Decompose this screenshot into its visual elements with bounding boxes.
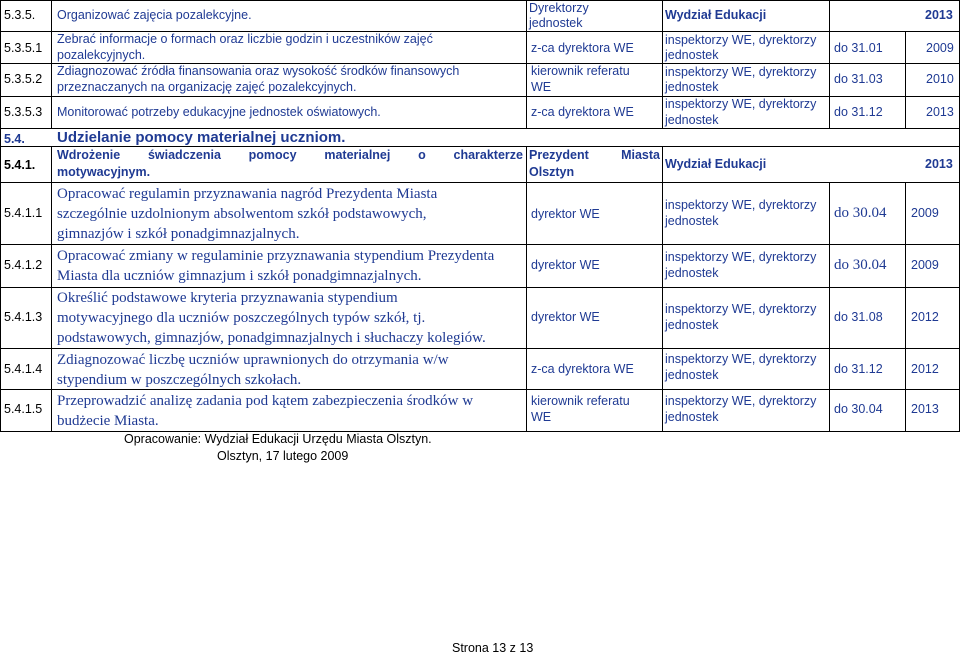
row-number: 5.4.1.5 — [4, 402, 43, 416]
partners-line: inspektorzy WE, dyrektorzy — [665, 33, 817, 47]
partners-line: inspektorzy WE, dyrektorzy — [665, 65, 817, 79]
rule — [905, 31, 906, 128]
rule — [51, 0, 52, 128]
partners-line: jednostek — [665, 113, 719, 127]
row-number: 5.4.1.3 — [4, 310, 43, 324]
year-cell: 2012 — [911, 310, 939, 324]
deadline-cell: do 31.12 — [834, 362, 883, 376]
word: Prezydent — [529, 148, 589, 162]
task-line-justified — [57, 148, 523, 163]
year-cell: 2013 — [926, 105, 954, 119]
task-line: budżecie Miasta. — [57, 413, 159, 429]
section-title: Udzielanie pomocy materialnej uczniom. — [57, 129, 346, 146]
responsible-cell: z-ca dyrektora WE — [531, 362, 634, 376]
prepared-by: Opracowanie: Wydział Edukacji Urzędu Miasta Olsztyn. — [124, 432, 432, 446]
task-line: Zdiagnozować liczbę uczniów uprawnionych do otrzymania w/w — [57, 352, 449, 368]
partners-cell: Wydział Edukacji — [665, 157, 767, 171]
responsible-line: kierownik referatu — [531, 64, 630, 78]
rule — [526, 146, 527, 431]
rule — [829, 0, 830, 128]
rule — [51, 146, 52, 431]
rule — [662, 146, 663, 431]
responsible-cell: dyrektor WE — [531, 258, 600, 272]
rule — [829, 182, 830, 431]
rule — [0, 0, 960, 1]
task-line: Określić podstawowe kryteria przyznawania stypendium — [57, 290, 398, 306]
partners-line: jednostek — [665, 266, 719, 280]
place-date: Olsztyn, 17 lutego 2009 — [217, 449, 349, 463]
rule — [0, 348, 960, 349]
row-number: 5.4.1.4 — [4, 362, 43, 376]
rule — [0, 0, 1, 431]
year-cell: 2013 — [911, 402, 939, 416]
deadline-cell: do 30.04 — [834, 205, 887, 221]
deadline-cell: do 30.04 — [834, 257, 887, 273]
partners-line: inspektorzy WE, dyrektorzy — [665, 198, 817, 212]
task-line: szczególnie uzdolnionym absolwentom szkół podstawowych, — [57, 206, 427, 222]
year-cell: 2009 — [926, 41, 954, 55]
task-line: przeznaczanych na organizację zajęć pozalekcyjnych. — [57, 80, 357, 94]
task-line: Opracować zmiany w regulaminie przyznawania stypendium Prezydenta — [57, 248, 495, 264]
task-line: podstawowych, gimnazjów, ponadgimnazjalnych i słuchaczy kolegiów. — [57, 330, 486, 346]
task-line: motywacyjnym. — [57, 165, 151, 179]
partners-line: jednostek — [665, 214, 719, 228]
partners-line: inspektorzy WE, dyrektorzy — [665, 250, 817, 264]
section-number: 5.4. — [4, 132, 25, 146]
partners-line: jednostek — [665, 80, 719, 94]
partners-line: jednostek — [665, 48, 719, 62]
year-cell: 2010 — [926, 72, 954, 86]
task-line: gimnazjów i szkół ponadgimnazjalnych. — [57, 226, 300, 242]
responsible-cell: z-ca dyrektora WE — [531, 41, 634, 55]
rule — [905, 182, 906, 431]
partners-line: inspektorzy WE, dyrektorzy — [665, 352, 817, 366]
responsible-line: WE — [531, 410, 552, 424]
responsible-line-justified — [529, 148, 660, 163]
word: charakterze — [453, 148, 523, 162]
responsible-line: WE — [531, 80, 552, 94]
word: pomocy — [248, 148, 297, 162]
deadline-cell: do 30.04 — [834, 402, 883, 416]
task-line: Miasta dla uczniów gimnazjum i szkół ponadgimnazjalnych. — [57, 268, 422, 284]
partners-line: inspektorzy WE, dyrektorzy — [665, 302, 817, 316]
row-number: 5.4.1.2 — [4, 258, 43, 272]
task-line: Przeprowadzić analizę zadania pod kątem zabezpieczenia środków w — [57, 393, 474, 409]
year-cell: 2012 — [911, 362, 939, 376]
year-cell: 2013 — [925, 8, 953, 22]
word: Wdrożenie — [57, 148, 121, 162]
partners-line: jednostek — [665, 410, 719, 424]
word: świadczenia — [147, 148, 221, 162]
partners-line: jednostek — [665, 318, 719, 332]
task-line: Opracować regulamin przyznawania nagród Prezydenta Miasta — [57, 186, 438, 202]
responsible-line: jednostek — [529, 16, 583, 30]
year-cell: 2009 — [911, 258, 939, 272]
responsible-cell: z-ca dyrektora WE — [531, 105, 634, 119]
deadline-cell: do 31.03 — [834, 72, 883, 86]
responsible-line: kierownik referatu — [531, 394, 630, 408]
partners-line: jednostek — [665, 368, 719, 382]
task-line: motywacyjnego dla uczniów poszczególnych typów szkół, tj. — [57, 310, 426, 326]
page-number: Strona 13 z 13 — [452, 641, 534, 655]
deadline-cell: do 31.01 — [834, 41, 883, 55]
responsible-cell: dyrektor WE — [531, 310, 600, 324]
rule — [0, 182, 960, 183]
task-line: stypendium w poszczególnych szkołach. — [57, 372, 302, 388]
year-cell: 2013 — [925, 157, 953, 171]
word: o — [418, 148, 426, 162]
rule — [662, 0, 663, 128]
row-number: 5.3.5. — [4, 8, 36, 22]
task-line: pozalekcyjnych. — [57, 48, 146, 62]
row-number: 5.4.1.1 — [4, 206, 43, 220]
responsible-line: Dyrektorzy — [529, 1, 589, 15]
word: Miasta — [621, 148, 660, 162]
responsible-cell: dyrektor WE — [531, 207, 600, 221]
responsible-line: Olsztyn — [529, 165, 575, 179]
row-title: Organizować zajęcia pozalekcyjne. — [57, 8, 252, 22]
deadline-cell: do 31.08 — [834, 310, 883, 324]
row-number: 5.3.5.2 — [4, 72, 43, 86]
word: materialnej — [324, 148, 391, 162]
row-number: 5.3.5.3 — [4, 105, 43, 119]
task-line: Zebrać informacje o formach oraz liczbie godzin i uczestników zajęć — [57, 32, 433, 46]
deadline-cell: do 31.12 — [834, 105, 883, 119]
partners-line: inspektorzy WE, dyrektorzy — [665, 97, 817, 111]
year-cell: 2009 — [911, 206, 939, 220]
partners-cell: Wydział Edukacji — [665, 8, 767, 22]
row-number: 5.3.5.1 — [4, 41, 43, 55]
rule — [526, 0, 527, 128]
rule — [0, 244, 960, 245]
task-line: Zdiagnozować źródła finansowania oraz wysokość środków finansowych — [57, 64, 460, 78]
row-number: 5.4.1. — [4, 158, 36, 172]
partners-line: inspektorzy WE, dyrektorzy — [665, 394, 817, 408]
task-line: Monitorować potrzeby edukacyjne jednostek oświatowych. — [57, 105, 381, 119]
